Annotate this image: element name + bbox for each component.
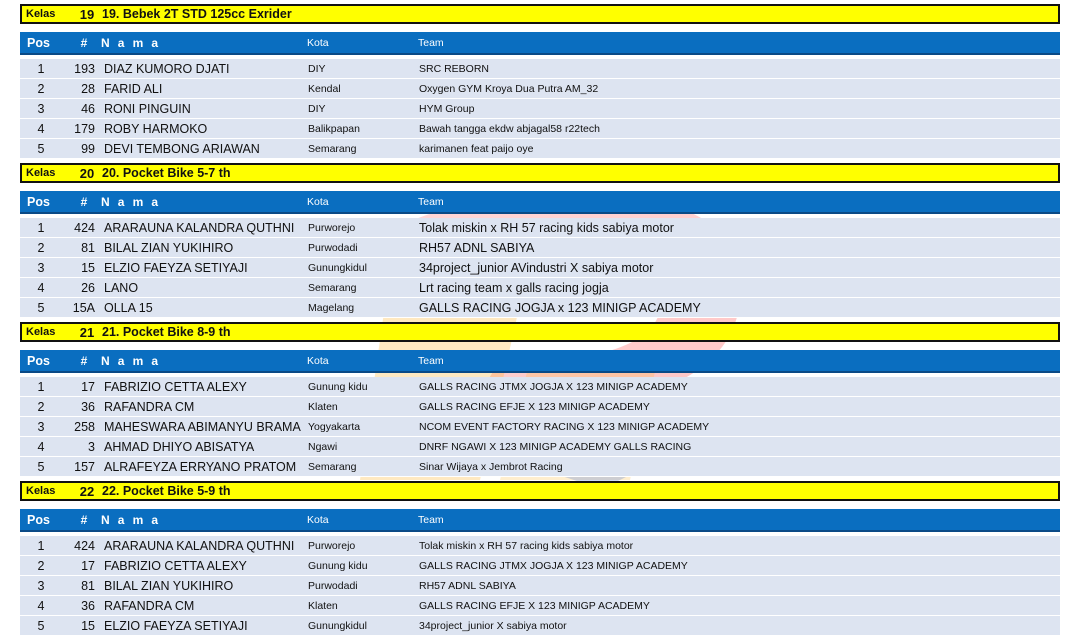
header-pos: Pos (27, 194, 50, 209)
class-number: 20 (79, 165, 95, 181)
pos-cell: 4 (37, 280, 45, 295)
table-header (20, 350, 1060, 373)
number-cell: 193 (74, 61, 95, 76)
city-cell: Semarang (308, 281, 357, 294)
header-city: Kota (307, 513, 329, 526)
class-section (20, 4, 1060, 159)
pos-cell: 5 (37, 459, 45, 474)
city-cell: Purworejo (308, 221, 356, 234)
team-cell: GALLS RACING JTMX JOGJA X 123 MINIGP ACADEMY (419, 380, 688, 393)
team-cell: DNRF NGAWI X 123 MINIGP ACADEMY GALLS RACING (419, 440, 692, 453)
header-city: Kota (307, 195, 329, 208)
team-cell: Lrt racing team x galls racing jogja (419, 280, 609, 295)
table-row (20, 616, 1060, 636)
number-cell: 258 (74, 419, 95, 434)
number-cell: 15 (81, 618, 95, 633)
team-cell: GALLS RACING EFJE X 123 MINIGP ACADEMY (419, 400, 650, 413)
class-title-bar (20, 163, 1060, 183)
name-cell: MAHESWARA ABIMANYU BRAMA (104, 419, 301, 434)
number-cell: 17 (81, 379, 95, 394)
pos-cell: 3 (37, 101, 45, 116)
number-cell: 81 (81, 240, 95, 255)
header-pos: Pos (27, 353, 50, 368)
name-cell: ARARAUNA KALANDRA QUTHNI (104, 538, 295, 553)
class-section (20, 481, 1060, 636)
city-cell: Yogyakarta (308, 420, 361, 433)
header-number: # (80, 194, 88, 209)
team-cell: GALLS RACING EFJE X 123 MINIGP ACADEMY (419, 599, 650, 612)
city-cell: Purwodadi (308, 241, 358, 254)
class-number: 22 (79, 483, 95, 499)
city-cell: Gunung kidu (308, 559, 368, 572)
number-cell: 28 (81, 81, 95, 96)
city-cell: DIY (308, 62, 326, 75)
pos-cell: 4 (37, 439, 45, 454)
city-cell: Semarang (308, 460, 357, 473)
number-cell: 424 (74, 220, 95, 235)
name-cell: RONI PINGUIN (104, 101, 191, 116)
city-cell: DIY (308, 102, 326, 115)
name-cell: BILAL ZIAN YUKIHIRO (104, 578, 234, 593)
table-row (20, 298, 1060, 318)
class-title-bar (20, 322, 1060, 342)
header-pos: Pos (27, 512, 50, 527)
number-cell: 26 (81, 280, 95, 295)
header-name: N a m a (101, 35, 161, 50)
city-cell: Gunungkidul (308, 261, 367, 274)
team-cell: Bawah tangga ekdw abjagal58 r22tech (419, 122, 600, 135)
name-cell: ROBY HARMOKO (104, 121, 208, 136)
table-row (20, 536, 1060, 556)
name-cell: AHMAD DHIYO ABISATYA (104, 439, 255, 454)
header-city: Kota (307, 354, 329, 367)
team-cell: GALLS RACING JTMX JOGJA X 123 MINIGP ACADEMY (419, 559, 688, 572)
table-row (20, 417, 1060, 437)
city-cell: Purworejo (308, 539, 356, 552)
class-title-bar (20, 4, 1060, 24)
table-row (20, 377, 1060, 397)
number-cell: 36 (81, 598, 95, 613)
table-row (20, 218, 1060, 238)
table-row (20, 457, 1060, 477)
pos-cell: 1 (37, 379, 45, 394)
header-team: Team (418, 195, 444, 208)
pos-cell: 1 (37, 61, 45, 76)
number-cell: 424 (74, 538, 95, 553)
name-cell: OLLA 15 (104, 300, 153, 315)
class-number: 19 (79, 6, 95, 22)
name-cell: ALRAFEYZA ERRYANO PRATOM (104, 459, 297, 474)
number-cell: 17 (81, 558, 95, 573)
table-header (20, 191, 1060, 214)
number-cell: 15A (72, 300, 95, 315)
pos-cell: 2 (37, 399, 45, 414)
city-cell: Gunungkidul (308, 619, 367, 632)
pos-cell: 4 (37, 598, 45, 613)
header-city: Kota (307, 36, 329, 49)
table-row (20, 238, 1060, 258)
name-cell: ELZIO FAEYZA SETIYAJI (104, 260, 248, 275)
team-cell: Tolak miskin x RH 57 racing kids sabiya motor (419, 220, 674, 235)
city-cell: Purwodadi (308, 579, 358, 592)
pos-cell: 5 (37, 141, 45, 156)
city-cell: Gunung kidu (308, 380, 368, 393)
team-cell: karimanen feat paijo oye (419, 142, 534, 155)
kelas-label: Kelas (26, 485, 56, 497)
team-cell: GALLS RACING JOGJA x 123 MINIGP ACADEMY (419, 300, 701, 315)
name-cell: LANO (104, 280, 139, 295)
header-name: N a m a (101, 353, 161, 368)
number-cell: 46 (81, 101, 95, 116)
city-cell: Klaten (308, 599, 338, 612)
city-cell: Magelang (308, 301, 355, 314)
team-cell: NCOM EVENT FACTORY RACING X 123 MINIGP ACADEMY (419, 420, 710, 433)
city-cell: Kendal (308, 82, 341, 95)
team-cell: Oxygen GYM Kroya Dua Putra AM_32 (419, 82, 599, 95)
header-number: # (80, 512, 88, 527)
class-title: 22. Pocket Bike 5-9 th (102, 484, 231, 498)
team-cell: 34project_junior X sabiya motor (419, 619, 567, 632)
table-row (20, 139, 1060, 159)
name-cell: FARID ALI (104, 81, 163, 96)
table-row (20, 258, 1060, 278)
pos-cell: 5 (37, 618, 45, 633)
kelas-label: Kelas (26, 8, 56, 20)
name-cell: BILAL ZIAN YUKIHIRO (104, 240, 234, 255)
name-cell: DEVI TEMBONG ARIAWAN (104, 141, 260, 156)
table-row (20, 59, 1060, 79)
number-cell: 81 (81, 578, 95, 593)
table-row (20, 596, 1060, 616)
team-cell: 34project_junior AVindustri X sabiya motor (419, 260, 654, 275)
class-number: 21 (79, 324, 95, 340)
table-row (20, 278, 1060, 298)
pos-cell: 1 (37, 538, 45, 553)
table-row (20, 556, 1060, 576)
name-cell: RAFANDRA CM (104, 598, 195, 613)
city-cell: Semarang (308, 142, 357, 155)
city-cell: Klaten (308, 400, 338, 413)
team-cell: RH57 ADNL SABIYA (419, 579, 516, 592)
number-cell: 3 (88, 439, 95, 454)
header-team: Team (418, 513, 444, 526)
table-row (20, 437, 1060, 457)
city-cell: Ngawi (308, 440, 338, 453)
table-row (20, 119, 1060, 139)
number-cell: 15 (81, 260, 95, 275)
pos-cell: 3 (37, 260, 45, 275)
table-row (20, 79, 1060, 99)
table-row (20, 397, 1060, 417)
class-title: 20. Pocket Bike 5-7 th (102, 166, 231, 180)
header-number: # (80, 353, 88, 368)
table-row (20, 99, 1060, 119)
pos-cell: 3 (37, 578, 45, 593)
table-header (20, 32, 1060, 55)
number-cell: 157 (74, 459, 95, 474)
number-cell: 179 (74, 121, 95, 136)
name-cell: FABRIZIO CETTA ALEXY (104, 379, 247, 394)
class-title: 21. Pocket Bike 8-9 th (102, 325, 231, 339)
city-cell: Balikpapan (308, 122, 360, 135)
results-sheet (20, 4, 1060, 640)
kelas-label: Kelas (26, 167, 56, 179)
team-cell: HYM Group (419, 102, 475, 115)
header-team: Team (418, 354, 444, 367)
name-cell: FABRIZIO CETTA ALEXY (104, 558, 247, 573)
team-cell: RH57 ADNL SABIYA (419, 240, 535, 255)
class-section (20, 163, 1060, 318)
pos-cell: 2 (37, 81, 45, 96)
pos-cell: 5 (37, 300, 45, 315)
class-section (20, 322, 1060, 477)
team-cell: Sinar Wijaya x Jembrot Racing (419, 460, 563, 473)
name-cell: ARARAUNA KALANDRA QUTHNI (104, 220, 295, 235)
number-cell: 99 (81, 141, 95, 156)
name-cell: ELZIO FAEYZA SETIYAJI (104, 618, 248, 633)
name-cell: RAFANDRA CM (104, 399, 195, 414)
name-cell: DIAZ KUMORO DJATI (104, 61, 230, 76)
number-cell: 36 (81, 399, 95, 414)
team-cell: SRC REBORN (419, 62, 490, 75)
header-pos: Pos (27, 35, 50, 50)
table-header (20, 509, 1060, 532)
header-name: N a m a (101, 512, 161, 527)
pos-cell: 3 (37, 419, 45, 434)
team-cell: Tolak miskin x RH 57 racing kids sabiya motor (419, 539, 634, 552)
pos-cell: 2 (37, 240, 45, 255)
header-team: Team (418, 36, 444, 49)
table-row (20, 576, 1060, 596)
pos-cell: 4 (37, 121, 45, 136)
header-name: N a m a (101, 194, 161, 209)
class-title: 19. Bebek 2T STD 125cc Exrider (102, 7, 292, 21)
header-number: # (80, 35, 88, 50)
pos-cell: 1 (37, 220, 45, 235)
class-title-bar (20, 481, 1060, 501)
pos-cell: 2 (37, 558, 45, 573)
kelas-label: Kelas (26, 326, 56, 338)
